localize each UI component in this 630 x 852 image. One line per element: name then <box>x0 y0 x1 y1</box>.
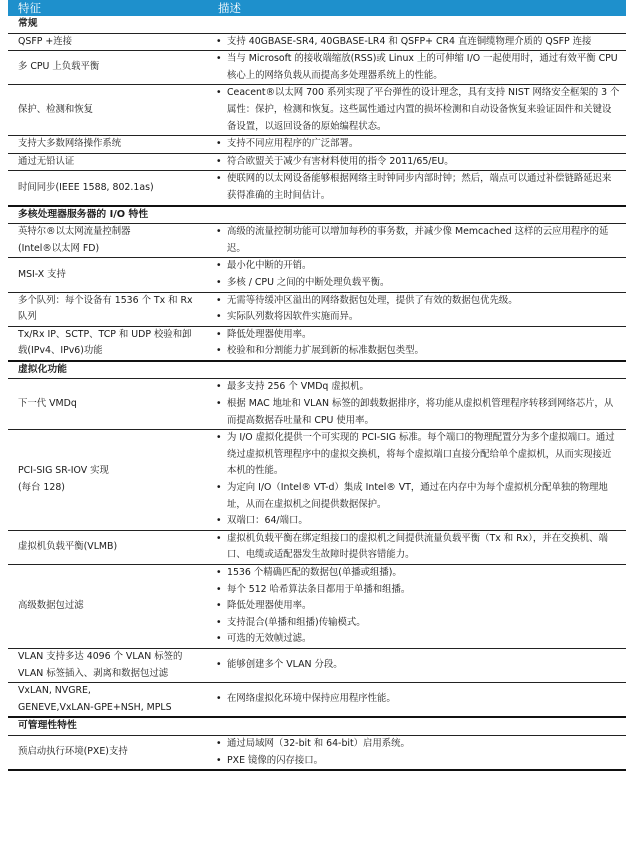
bullet-item: • 最小化中断的开销。 <box>216 258 620 275</box>
bullet-item: • 支持 40GBASE-SR4, 40GBASE-LR4 和 QSFP+ CR4 直连铜缆物理介质的 QSFP 连接 <box>216 34 620 51</box>
feature-text: 多 CPU 上负载平衡 <box>18 61 100 73</box>
table-row <box>8 379 626 430</box>
table-row <box>8 326 626 361</box>
description-cell <box>208 430 626 531</box>
feature-cell <box>8 224 208 258</box>
bullet-item: • 可选的无效帧过滤。 <box>216 631 620 648</box>
feature-cell <box>8 136 208 154</box>
feature-cell <box>8 33 208 51</box>
feature-text: (Intel®以太网 FD) <box>18 242 100 254</box>
section-title: 常规 <box>8 16 626 33</box>
feature-text: Tx/Rx IP、SCTP、TCP 和 UDP 校验和卸 <box>18 328 192 340</box>
feature-cell <box>8 565 208 649</box>
table-row <box>8 530 626 564</box>
table-row <box>8 85 626 136</box>
table-row <box>8 171 626 206</box>
section-title: 可管理性特性 <box>8 717 626 735</box>
feature-text: 多个队列：每个设备有 1536 个 Tx 和 Rx <box>18 294 193 306</box>
table-row <box>8 33 626 51</box>
feature-cell <box>8 326 208 361</box>
section-header-row <box>8 717 626 735</box>
feature-text: 预启动执行环境(PXE)支持 <box>18 746 128 758</box>
description-cell <box>208 258 626 292</box>
table-row <box>8 51 626 85</box>
bullet-item: • 为定向 I/O（Intel® VT-d）集成 Intel® VT，通过在内存中为每个虚拟机分配单独的物理地址，从而在虚拟机之间提供数据保护。 <box>216 480 620 513</box>
section-title: 多核处理器服务器的 I/O 特性 <box>8 206 626 224</box>
table-row <box>8 153 626 171</box>
description-cell <box>208 565 626 649</box>
description-cell <box>208 735 626 770</box>
description-cell <box>208 136 626 154</box>
features-table <box>8 0 626 771</box>
bullet-item: • 多核 / CPU 之间的中断处理负载平衡。 <box>216 275 620 292</box>
table-row <box>8 136 626 154</box>
feature-text: (每台 128) <box>18 482 65 494</box>
description-cell <box>208 153 626 171</box>
feature-cell <box>8 379 208 430</box>
section-header-row <box>8 361 626 379</box>
bullet-item: • 虚拟机负载平衡在绑定组接口的虚拟机之间提供流量负载平衡（Tx 和 Rx），并在交换机、端口、电缆或适配器发生故障时提供容错能力。 <box>216 531 620 564</box>
feature-text: VxLAN, NVGRE, <box>18 685 91 697</box>
bullet-item: • Ceacent®以太网 700 系列实现了平台弹性的设计理念，具有支持 NIST 网络安全框架的 3 个属性：保护，检测和恢复。这些属性通过内置的损坏检测和自动设备恢复来验证固件和关键设备设置，以返回设备的原始编程状态。 <box>216 85 620 135</box>
feature-text: 支持大多数网络操作系统 <box>18 138 122 150</box>
bullet-item: • 降低处理器使用率。 <box>216 598 620 615</box>
bullet-item: • 当与 Microsoft 的接收端缩放(RSS)或 Linux 上的可伸缩 I/O 一起使用时，通过有效平衡 CPU 核心上的网络负载从而提高多处理器系统上的性能。 <box>216 51 620 84</box>
bullet-item: • 在网络虚拟化环境中保持应用程序性能。 <box>216 691 620 708</box>
description-cell <box>208 224 626 258</box>
feature-cell <box>8 648 208 682</box>
section-header-row <box>8 206 626 224</box>
feature-text: 时间同步(IEEE 1588, 802.1as) <box>18 181 154 193</box>
feature-text: 下一代 VMDq <box>18 398 77 410</box>
feature-text: 高级数据包过滤 <box>18 600 84 612</box>
feature-cell <box>8 51 208 85</box>
feature-text: MSI-X 支持 <box>18 268 66 280</box>
bullet-item: • 无需等待缓冲区溢出的网络数据包处理，提供了有效的数据包优先级。 <box>216 293 620 310</box>
bullet-item: • 高级的流量控制功能可以增加每秒的事务数，并减少像 Memcached 这样的云应用程序的延迟。 <box>216 224 620 257</box>
feature-cell <box>8 85 208 136</box>
description-cell <box>208 171 626 206</box>
description-cell <box>208 292 626 326</box>
description-cell <box>208 648 626 682</box>
bullet-item: • 1536 个精确匹配的数据包(单播或组播)。 <box>216 565 620 582</box>
feature-text: 载(IPv4、IPv6)功能 <box>18 345 103 357</box>
feature-text: VLAN 标签插入、剥离和数据包过滤 <box>18 667 169 679</box>
table-header-row <box>8 0 626 16</box>
bullet-item: • 支持不同应用程序的广泛部署。 <box>216 136 620 153</box>
feature-text: 队列 <box>18 311 37 323</box>
feature-text: GENEVE,VxLAN-GPE+NSH, MPLS <box>18 701 172 713</box>
feature-cell <box>8 735 208 770</box>
bullet-item: • 能够创建多个 VLAN 分段。 <box>216 657 620 674</box>
header-description: 描述 <box>208 0 626 16</box>
description-cell <box>208 530 626 564</box>
feature-text: 虚拟机负载平衡(VLMB) <box>18 541 118 553</box>
table-row <box>8 430 626 531</box>
feature-text: VLAN 支持多达 4096 个 VLAN 标签的 <box>18 650 183 662</box>
feature-cell <box>8 153 208 171</box>
description-cell <box>208 683 626 718</box>
feature-text: 英特尔®以太网流量控制器 <box>18 226 131 238</box>
section-title: 虚拟化功能 <box>8 361 626 379</box>
feature-cell <box>8 530 208 564</box>
bullet-item: • 每个 512 哈希算法条目都用于单播和组播。 <box>216 582 620 599</box>
bullet-item: • 符合欧盟关于减少有害材料使用的指令 2011/65/EU。 <box>216 154 620 171</box>
bullet-item: • 为 I/O 虚拟化提供一个可实现的 PCI-SIG 标准。每个端口的物理配置分为多个虚拟端口。通过绕过虚拟机管理程序中的虚拟交换机，将每个虚拟端口直接分配给单个虚拟机，从而实现接近本机的性能。 <box>216 430 620 480</box>
description-cell <box>208 33 626 51</box>
table-row <box>8 292 626 326</box>
header-feature: 特征 <box>8 0 208 16</box>
bullet-item: • 通过局域网（32-bit 和 64-bit）启用系统。 <box>216 736 620 753</box>
feature-cell <box>8 292 208 326</box>
table-row <box>8 258 626 292</box>
table-row <box>8 224 626 258</box>
feature-cell <box>8 430 208 531</box>
feature-text: 保护、检测和恢复 <box>18 103 94 115</box>
feature-cell <box>8 258 208 292</box>
bullet-item: • PXE 镜像的闪存接口。 <box>216 753 620 770</box>
bullet-item: • 实际队列数将因软件实施而异。 <box>216 309 620 326</box>
bullet-item: • 支持混合(单播和组播)传输模式。 <box>216 615 620 632</box>
table-row <box>8 683 626 718</box>
description-cell <box>208 51 626 85</box>
table-row <box>8 565 626 649</box>
description-cell <box>208 85 626 136</box>
feature-cell <box>8 683 208 718</box>
bullet-item: • 校验和和分割能力扩展到新的标准数据包类型。 <box>216 343 620 360</box>
table-row <box>8 735 626 770</box>
section-header-row <box>8 16 626 33</box>
feature-text: PCI-SIG SR-IOV 实现 <box>18 465 109 477</box>
feature-text: QSFP +连接 <box>18 35 72 47</box>
bullet-item: • 降低处理器使用率。 <box>216 327 620 344</box>
feature-text: 通过无铅认证 <box>18 155 75 167</box>
bullet-item: • 最多支持 256 个 VMDq 虚拟机。 <box>216 379 620 396</box>
description-cell <box>208 379 626 430</box>
table-row <box>8 648 626 682</box>
bullet-item: • 双端口：64/端口。 <box>216 513 620 530</box>
feature-cell <box>8 171 208 206</box>
bullet-item: • 使联网的以太网设备能够根据网络主时钟同步内部时钟；然后，端点可以通过补偿链路延迟来获得准确的主时间估计。 <box>216 171 620 204</box>
description-cell <box>208 326 626 361</box>
bullet-item: • 根据 MAC 地址和 VLAN 标签的卸载数据排序，将功能从虚拟机管理程序转移到网络芯片，从而提高数据吞吐量和 CPU 使用率。 <box>216 396 620 429</box>
